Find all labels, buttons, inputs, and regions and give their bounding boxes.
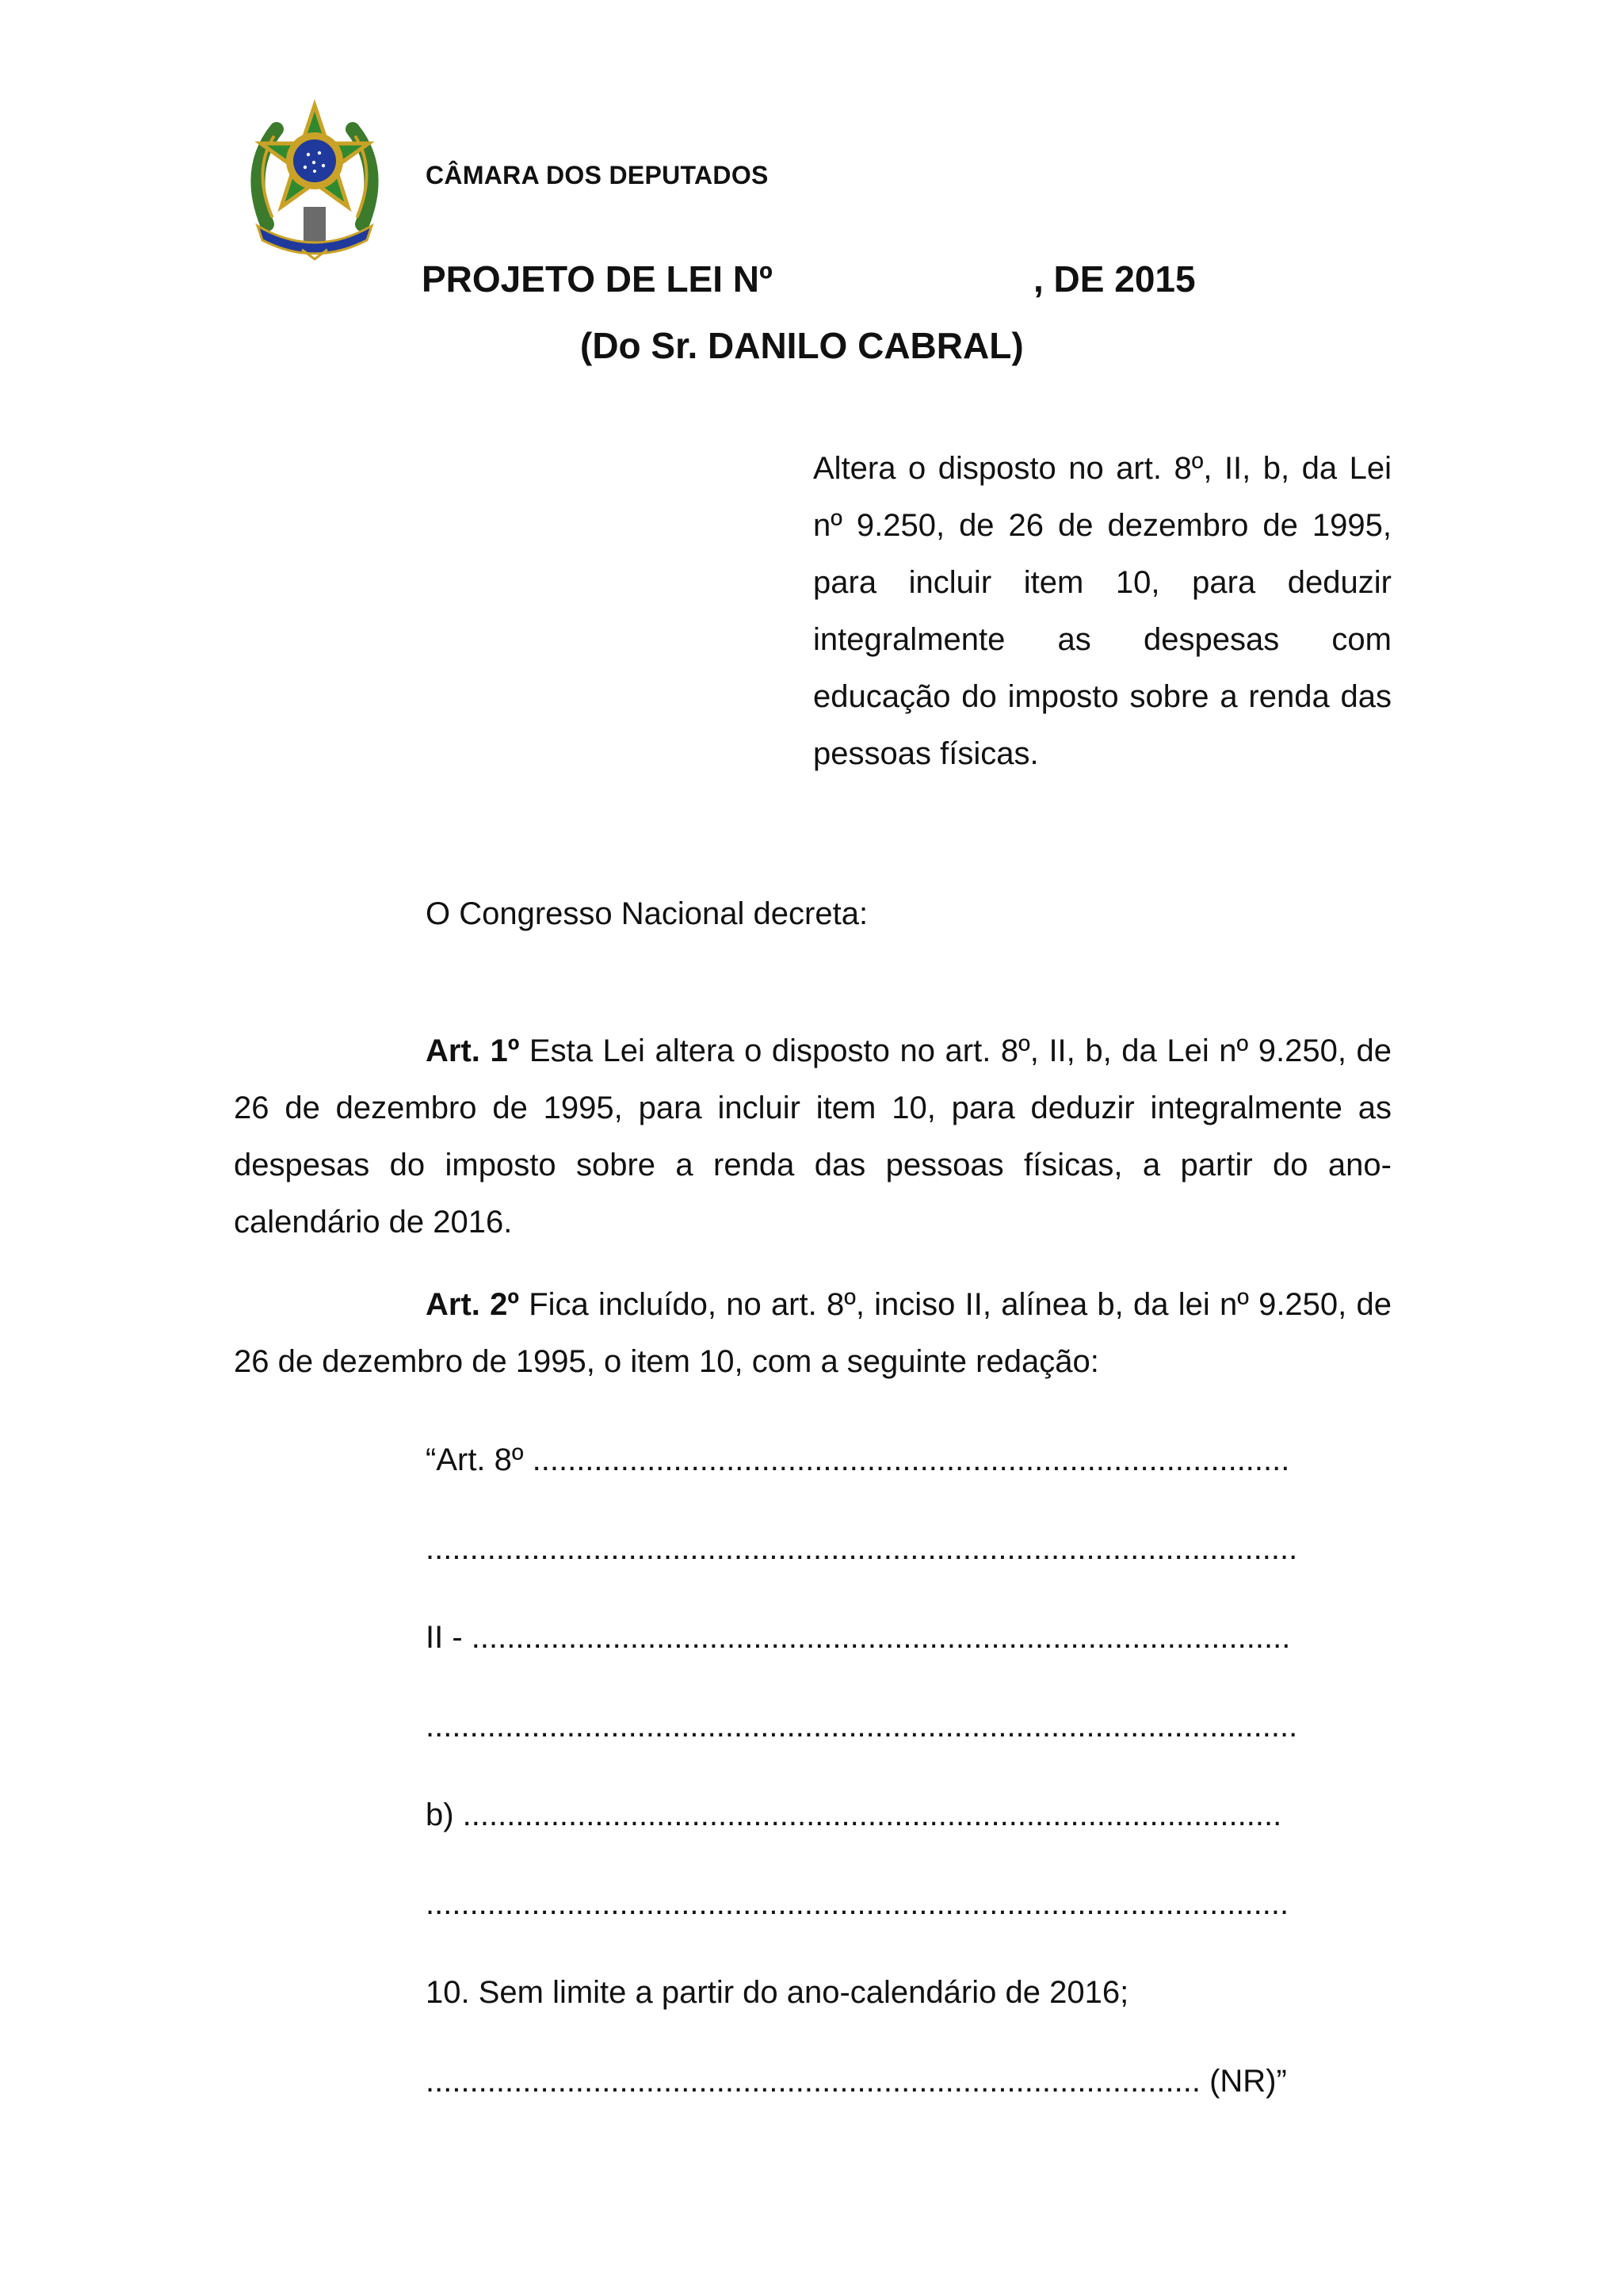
- chamber-name: CÂMARA DOS DEPUTADOS: [426, 161, 769, 189]
- quoted-line-art8: “Art. 8º ......................................................................................: [426, 1442, 1290, 1477]
- article-2: [234, 1276, 1392, 1390]
- enactment-clause: O Congresso Nacional decreta:: [426, 896, 869, 931]
- bill-title-year: , DE 2015: [1033, 258, 1196, 300]
- quoted-line-dots-2: ...................................................................................................: [426, 1709, 1298, 1744]
- quoted-line-dots-1: ...................................................................................................: [426, 1531, 1298, 1566]
- bill-title-number: PROJETO DE LEI Nº: [422, 258, 773, 300]
- article-2-label: Art. 2º: [426, 1287, 519, 1322]
- quoted-line-inciso-ii: II - .............................................................................................: [426, 1620, 1291, 1655]
- bill-summary: Altera o disposto no art. 8º, II, b, da Lei nº 9.250, de 26 de dezembro de 1995, para incluir item 10, para deduzir integralmente as despesas com educação do imposto sobre a renda das pessoas físicas.: [813, 451, 1392, 771]
- brazil-coat-of-arms-icon: [235, 97, 394, 264]
- article-2-text: Fica incluído, no art. 8º, inciso II, alínea b, da lei nº 9.250, de 26 de dezembro de 1995, o item 10, com a seguinte redação:: [234, 1287, 1392, 1379]
- quoted-line-closing: ........................................................................................ (NR)”: [426, 2064, 1287, 2099]
- quoted-line-alinea-b: b) .............................................................................................: [426, 1797, 1282, 1832]
- article-1: [234, 1022, 1392, 1251]
- quoted-line-item-10: 10. Sem limite a partir do ano-calendário de 2016;: [426, 1975, 1129, 2010]
- article-1-label: Art. 1º: [426, 1033, 520, 1068]
- quoted-line-dots-3: ..................................................................................................: [426, 1886, 1289, 1921]
- article-1-text: Esta Lei altera o disposto no art. 8º, II, b, da Lei nº 9.250, de 26 de dezembro de 1995, para incluir item 10, para deduzir integralmente as despesas do imposto sobre a renda das pessoas físicas, a partir do ano-calendário de 2016.: [234, 1033, 1392, 1240]
- bill-author: (Do Sr. DANILO CABRAL): [580, 325, 1024, 366]
